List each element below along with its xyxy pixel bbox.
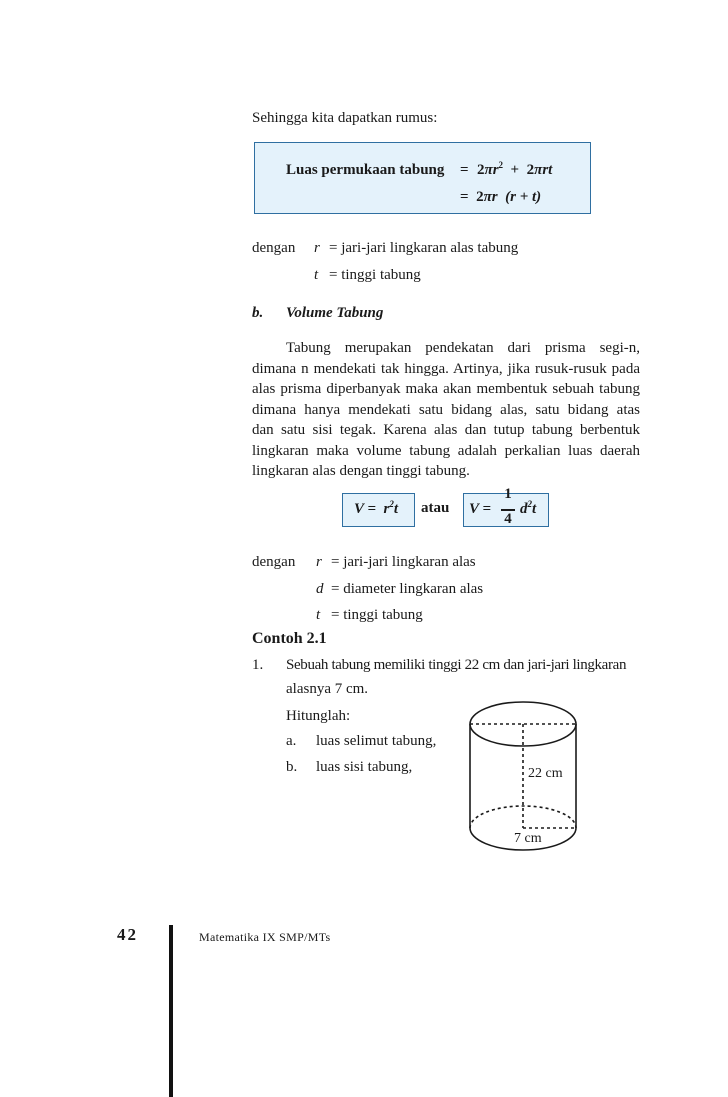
volume-right-v: V = bbox=[469, 501, 492, 517]
paragraph-line: dan satu sisi tegak. Karena alas dan tutup tabung berbentuk bbox=[252, 422, 640, 438]
def2-text-t: = tinggi tabung bbox=[331, 607, 423, 623]
surface-area-rhs1: $2\pi r^2 + 2\pi rt$ bbox=[477, 160, 553, 178]
def2-var-t: t bbox=[316, 607, 321, 623]
example-item-a-letter: a. bbox=[286, 733, 297, 749]
example-number: 1. bbox=[252, 657, 264, 673]
example-line-1: Sebuah tabung memiliki tinggi 22 cm dan jari-jari lingkaran bbox=[286, 657, 627, 673]
def2-text-r: = jari-jari lingkaran alas bbox=[331, 554, 476, 570]
def2-var-d: d bbox=[316, 581, 324, 597]
paragraph-line: lingkaran alas dengan tinggi tabung. bbox=[252, 463, 470, 479]
paragraph-line: alas prisma diperbanyak maka akan membentuk sebuah tabung bbox=[252, 381, 640, 397]
def1-text-r: = jari-jari lingkaran alas tabung bbox=[329, 240, 519, 256]
example-item-b-letter: b. bbox=[286, 759, 298, 775]
example-title: Contoh 2.1 bbox=[252, 630, 327, 647]
surface-area-rhs2: = 2πr (r + t) bbox=[460, 189, 542, 205]
paragraph-line: dimana n mendekati tak hingga. Artinya, jika rusuk-rusuk pada bbox=[252, 360, 640, 377]
paragraph-line: lingkaran maka volume tabung adalah perkalian luas daerah bbox=[252, 442, 640, 459]
surface-area-label: Luas permukaan tabung bbox=[286, 162, 445, 178]
volume-formula-right-box bbox=[463, 486, 549, 527]
footer-divider bbox=[169, 925, 173, 1097]
paragraph-line: dimana hanya mendekati satu bidang alas, satu bidang atas bbox=[252, 401, 640, 418]
def1-var-t: t bbox=[314, 267, 319, 283]
surface-area-formula-box bbox=[254, 142, 591, 214]
definitions-lead-2: dengan bbox=[252, 554, 296, 570]
def2-var-r: r bbox=[316, 554, 322, 570]
volume-paragraph bbox=[252, 338, 640, 482]
volume-atau: atau bbox=[421, 500, 450, 516]
example-prompt: Hitunglah: bbox=[286, 708, 351, 724]
example-line-2: alasnya 7 cm. bbox=[286, 681, 369, 697]
surface-area-equals: = bbox=[460, 162, 469, 178]
example-item-b-text: luas sisi tabung, bbox=[316, 759, 413, 775]
volume-left-formula: $V = r^2t$ bbox=[354, 499, 399, 517]
footer-book-title: Matematika IX SMP/MTs bbox=[199, 930, 331, 944]
section-b-letter: b. bbox=[252, 305, 264, 321]
def1-var-r: r bbox=[314, 240, 320, 256]
volume-fraction-denominator: 4 bbox=[504, 511, 512, 527]
def2-text-d: = diameter lingkaran alas bbox=[331, 581, 484, 597]
def1-text-t: = tinggi tabung bbox=[329, 267, 421, 283]
volume-fraction-numerator: 1 bbox=[504, 486, 512, 502]
example-item-a-text: luas selimut tabung, bbox=[316, 733, 437, 749]
page-number: 42 bbox=[117, 925, 138, 944]
paragraph-line: Tabung merupakan pendekatan dari prisma segi-n, bbox=[286, 340, 640, 356]
section-b-title: Volume Tabung bbox=[286, 305, 384, 321]
cylinder-radius-label: 7 cm bbox=[514, 831, 542, 846]
volume-right-d: $d^2t$ bbox=[520, 499, 537, 517]
volume-formula-left-box bbox=[342, 493, 415, 527]
cylinder-height-label: 22 cm bbox=[528, 766, 563, 781]
definitions-lead-1: dengan bbox=[252, 240, 296, 256]
intro-text: Sehingga kita dapatkan rumus: bbox=[252, 110, 438, 126]
